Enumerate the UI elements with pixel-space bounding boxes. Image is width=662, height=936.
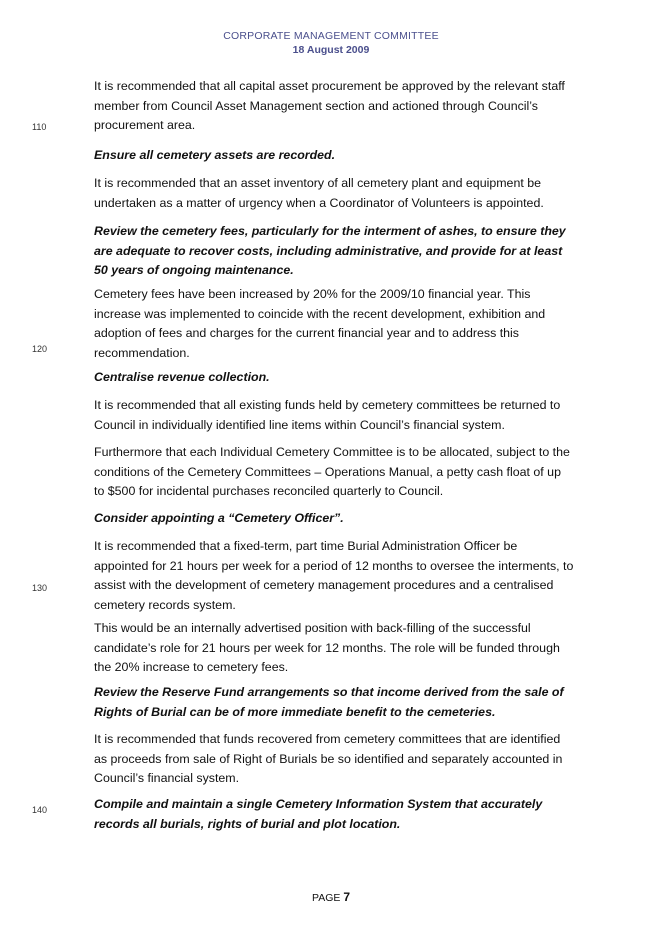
- meeting-date: 18 August 2009: [292, 44, 370, 56]
- line-number: 140: [32, 805, 48, 815]
- committee-name: CORPORATE MANAGEMENT COMMITTEE: [223, 30, 439, 42]
- paragraph-fees-increased: Cemetery fees have been increased by 20% for the 2009/10 financial year. This increase was implemented to coincide with the recent development, exhibition and adoption of fees and charges for the current financial year and to address this recommendation.: [94, 287, 546, 360]
- page-header: [0, 29, 662, 57]
- heading-information-system: Compile and maintain a single Cemetery Information System that accurately records all burials, rights of burial and plot location.: [94, 797, 543, 831]
- heading-review-fees: Review the cemetery fees, particularly for the interment of ashes, to ensure they are adequate to recover costs, including administrative, and provide for at least 50 years of ongoing maintenance.: [94, 224, 566, 278]
- heading-cemetery-officer: Consider appointing a “Cemetery Officer”.: [94, 511, 344, 525]
- page-number: 7: [343, 890, 350, 904]
- paragraph-asset-inventory: It is recommended that an asset inventory of all cemetery plant and equipment be undertaken as a matter of urgency when a Coordinator of Volunteers is appointed.: [94, 176, 544, 210]
- line-number: 130: [32, 583, 48, 593]
- paragraph-internal-position: This would be an internally advertised position with back-filling of the successful candidate’s role for 21 hours per week for 12 months. The role will be funded through the 20% increase to cemetery fees.: [94, 621, 560, 675]
- page-label: PAGE: [311, 892, 341, 904]
- paragraph-petty-cash: Furthermore that each Individual Cemetery Committee is to be allocated, subject to the conditions of the Cemetery Committees – Operations Manual, a petty cash float of up to $500 for incidental purchases reconciled quarterly to Council.: [94, 445, 570, 499]
- heading-assets-recorded: Ensure all cemetery assets are recorded.: [94, 148, 336, 162]
- line-number: 110: [32, 122, 47, 132]
- paragraph-burial-officer: It is recommended that a fixed-term, part time Burial Administration Officer be appointed for 21 hours per week for a period of 12 months to oversee the interments, to assist with the development of cemetery management procedures and a centralised cemetery records system.: [94, 539, 574, 612]
- line-number: 120: [32, 344, 48, 354]
- paragraph-funds-returned: It is recommended that all existing funds held by cemetery committees be returned to Council in individually identified line items within Council’s financial system.: [94, 398, 561, 432]
- paragraph-procurement: It is recommended that all capital asset procurement be approved by the relevant staff member from Council Asset Management section and actioned through Council’s procurement area.: [94, 79, 565, 133]
- heading-revenue-collection: Centralise revenue collection.: [94, 370, 270, 384]
- paragraph-rights-of-burial: It is recommended that funds recovered from cemetery committees that are identified as proceeds from sale of Right of Burials be so identified and separately accounted in Council’s financial system.: [94, 732, 563, 786]
- page-footer: [0, 890, 662, 904]
- heading-reserve-fund: Review the Reserve Fund arrangements so that income derived from the sale of Rights of Burial can be of more immediate benefit to the cemeteries.: [94, 685, 564, 719]
